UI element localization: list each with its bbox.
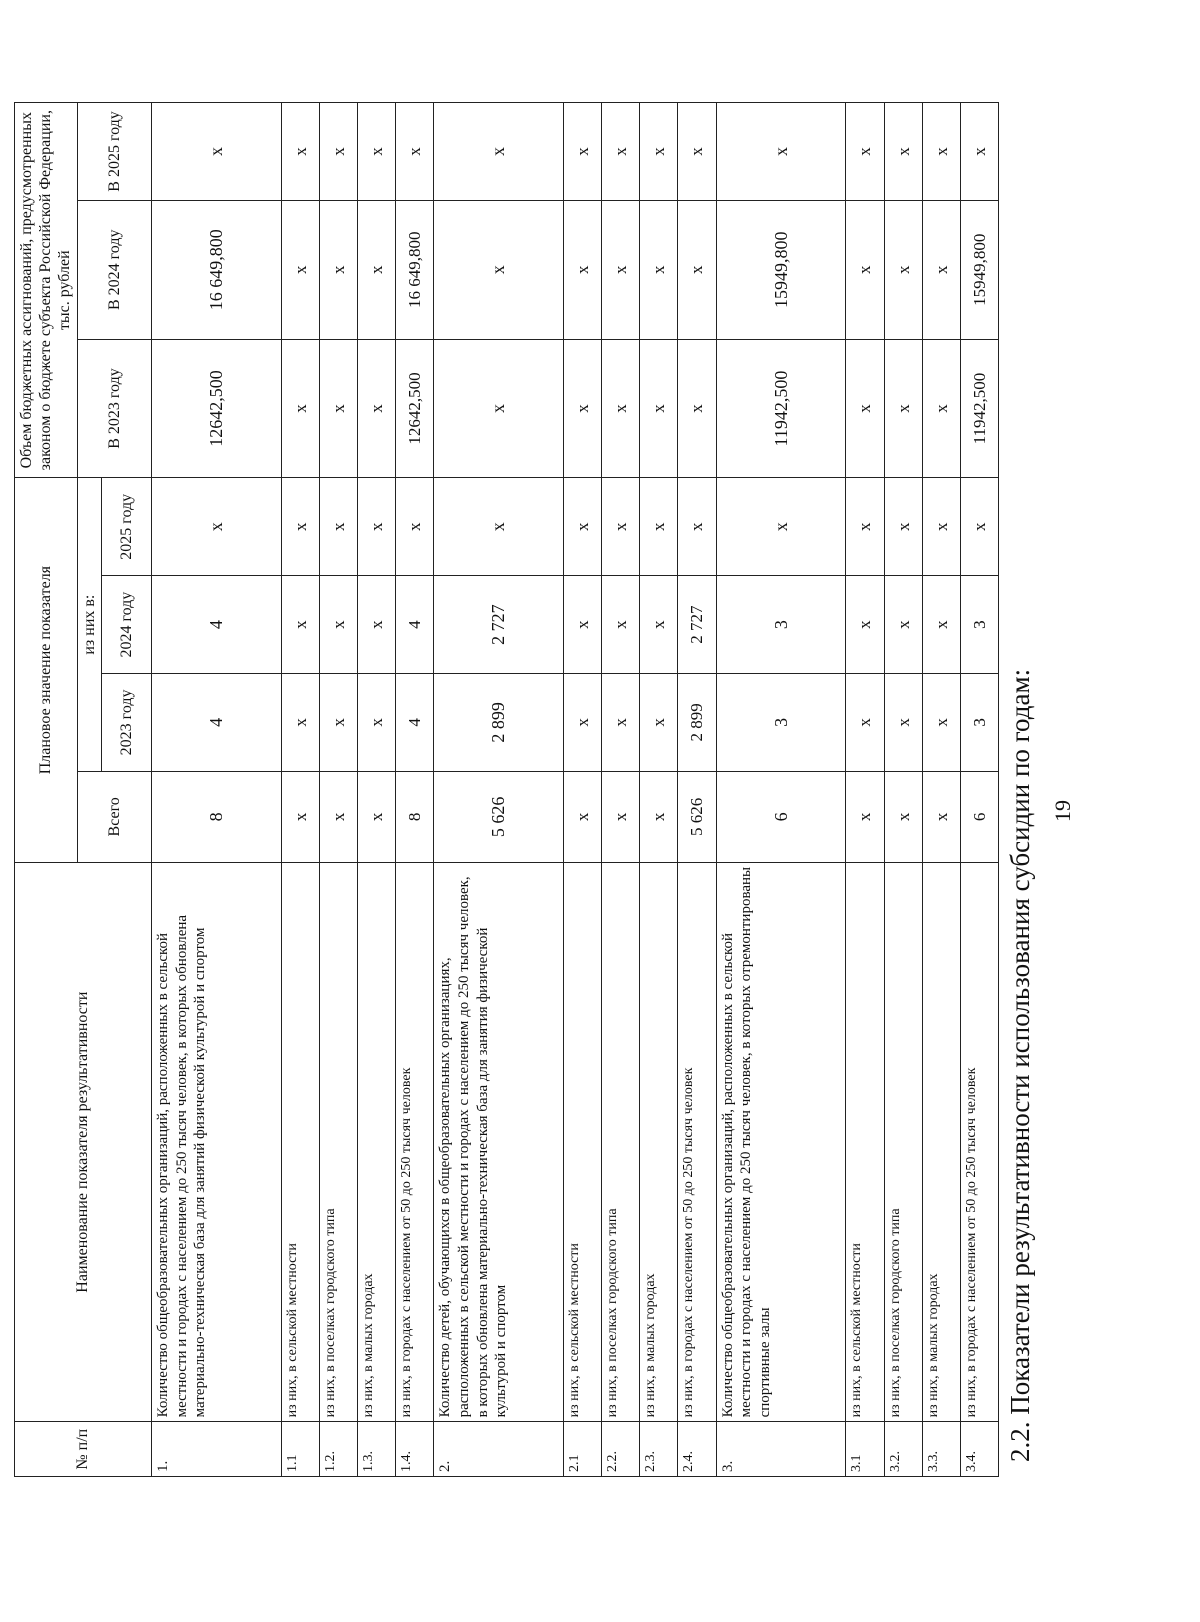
cell-name: из них, в малых городах xyxy=(357,862,395,1422)
cell-y2024: 3 xyxy=(716,576,846,674)
cell-no: 1.4. xyxy=(396,1422,434,1477)
table-row xyxy=(846,103,884,1477)
cell-name: из них, в поселках городского типа xyxy=(319,862,357,1422)
cell-y2024: x xyxy=(319,576,357,674)
cell-b2023: x xyxy=(846,339,884,478)
col-header-y2024: 2024 году xyxy=(101,576,151,674)
cell-y2023: 3 xyxy=(716,674,846,772)
col-header-of-which: из них в: xyxy=(77,478,101,771)
table-row xyxy=(960,103,998,1477)
cell-name: из них, в сельской местности xyxy=(846,862,884,1422)
col-header-y2025: 2025 году xyxy=(101,478,151,576)
cell-total: 8 xyxy=(151,771,281,862)
cell-b2025: x xyxy=(846,103,884,201)
table-row xyxy=(357,103,395,1477)
cell-y2025: x xyxy=(319,478,357,576)
cell-total: x xyxy=(319,771,357,862)
cell-y2025: x xyxy=(640,478,678,576)
cell-no: 1.2. xyxy=(319,1422,357,1477)
cell-b2025: x xyxy=(884,103,922,201)
cell-b2023: x xyxy=(357,339,395,478)
table-row xyxy=(716,103,846,1477)
cell-b2024: 15949,800 xyxy=(960,200,998,339)
cell-total: x xyxy=(602,771,640,862)
cell-b2023: x xyxy=(602,339,640,478)
cell-b2025: x xyxy=(640,103,678,201)
cell-y2023: x xyxy=(846,674,884,772)
cell-no: 1. xyxy=(151,1422,281,1477)
cell-y2025: x xyxy=(716,478,846,576)
cell-y2024: x xyxy=(357,576,395,674)
cell-no: 2.4. xyxy=(678,1422,716,1477)
cell-b2025: x xyxy=(151,103,281,201)
cell-total: 6 xyxy=(716,771,846,862)
cell-y2024: x xyxy=(564,576,602,674)
cell-y2024: x xyxy=(640,576,678,674)
cell-no: 3.2. xyxy=(884,1422,922,1477)
cell-no: 1.1 xyxy=(281,1422,319,1477)
cell-b2024: x xyxy=(846,200,884,339)
cell-total: x xyxy=(564,771,602,862)
col-header-b2025: В 2025 году xyxy=(77,103,151,201)
cell-y2025: x xyxy=(281,478,319,576)
cell-b2023: x xyxy=(640,339,678,478)
cell-y2025: x xyxy=(922,478,960,576)
cell-b2024: 15949,800 xyxy=(716,200,846,339)
cell-y2024: 2 727 xyxy=(678,576,716,674)
cell-y2023: 3 xyxy=(960,674,998,772)
cell-name: Количество общеобразовательных организаций, расположенных в сельской местности и городах с населением до 250 тысяч человек, в которых обновлена материально-техническая база для занятий физической культурой и спортом xyxy=(151,862,281,1422)
cell-b2025: x xyxy=(960,103,998,201)
cell-b2025: x xyxy=(281,103,319,201)
table-body xyxy=(151,103,998,1477)
cell-b2023: x xyxy=(884,339,922,478)
cell-total: x xyxy=(357,771,395,862)
cell-y2024: x xyxy=(602,576,640,674)
cell-total: 8 xyxy=(396,771,434,862)
cell-b2024: x xyxy=(564,200,602,339)
cell-y2025: x xyxy=(602,478,640,576)
col-header-b2023: В 2023 году xyxy=(77,339,151,478)
cell-no: 3.4. xyxy=(960,1422,998,1477)
cell-y2025: x xyxy=(151,478,281,576)
col-header-b2024: В 2024 году xyxy=(77,200,151,339)
cell-y2024: x xyxy=(884,576,922,674)
cell-b2024: x xyxy=(884,200,922,339)
cell-no: 3. xyxy=(716,1422,846,1477)
cell-total: x xyxy=(884,771,922,862)
cell-y2023: 4 xyxy=(151,674,281,772)
cell-b2023: x xyxy=(922,339,960,478)
col-header-no: № п/п xyxy=(15,1422,152,1477)
table-row xyxy=(922,103,960,1477)
cell-b2023: x xyxy=(434,339,564,478)
cell-b2023: 12642,500 xyxy=(396,339,434,478)
cell-b2024: x xyxy=(602,200,640,339)
table-row xyxy=(640,103,678,1477)
cell-b2024: x xyxy=(678,200,716,339)
cell-y2023: x xyxy=(281,674,319,772)
cell-b2024: x xyxy=(922,200,960,339)
cell-b2023: x xyxy=(319,339,357,478)
cell-b2025: x xyxy=(602,103,640,201)
cell-no: 2.2. xyxy=(602,1422,640,1477)
cell-y2024: 4 xyxy=(396,576,434,674)
cell-total: x xyxy=(846,771,884,862)
section-heading: 2.2. Показатели результативности использования субсидии по годам: xyxy=(1005,668,1035,1462)
col-header-budget: Объем бюджетных ассигнований, предусмотренных законом о бюджете субъекта Российской Федерации, тыс. рублей xyxy=(15,103,78,478)
cell-y2025: x xyxy=(884,478,922,576)
cell-b2025: x xyxy=(434,103,564,201)
table-row xyxy=(281,103,319,1477)
table-row xyxy=(434,103,564,1477)
cell-b2024: x xyxy=(434,200,564,339)
cell-name: из них, в сельской местности xyxy=(564,862,602,1422)
cell-b2024: x xyxy=(281,200,319,339)
cell-b2025: x xyxy=(922,103,960,201)
cell-total: x xyxy=(281,771,319,862)
cell-y2025: x xyxy=(357,478,395,576)
cell-total: 5 626 xyxy=(434,771,564,862)
cell-no: 3.1 xyxy=(846,1422,884,1477)
col-header-plan: Плановое значение показателя xyxy=(15,478,78,862)
cell-no: 1.3. xyxy=(357,1422,395,1477)
cell-b2025: x xyxy=(564,103,602,201)
cell-y2025: x xyxy=(434,478,564,576)
col-header-total: Всего xyxy=(77,771,151,862)
cell-b2024: x xyxy=(319,200,357,339)
cell-y2024: 4 xyxy=(151,576,281,674)
cell-y2023: 4 xyxy=(396,674,434,772)
cell-y2023: x xyxy=(602,674,640,772)
cell-b2025: x xyxy=(396,103,434,201)
cell-total: 5 626 xyxy=(678,771,716,862)
cell-b2023: 12642,500 xyxy=(151,339,281,478)
col-header-name: Наименование показателя результативности xyxy=(15,862,152,1422)
cell-y2025: x xyxy=(678,478,716,576)
cell-y2023: x xyxy=(922,674,960,772)
cell-total: x xyxy=(922,771,960,862)
cell-no: 3.3. xyxy=(922,1422,960,1477)
cell-name: из них, в поселках городского типа xyxy=(602,862,640,1422)
cell-y2025: x xyxy=(564,478,602,576)
table-row xyxy=(396,103,434,1477)
cell-y2023: x xyxy=(884,674,922,772)
cell-name: из них, в городах с населением от 50 до 250 тысяч человек xyxy=(678,862,716,1422)
cell-name: из них, в сельской местности xyxy=(281,862,319,1422)
cell-b2023: 11942,500 xyxy=(716,339,846,478)
cell-b2024: 16 649,800 xyxy=(396,200,434,339)
cell-b2023: x xyxy=(564,339,602,478)
cell-b2023: x xyxy=(678,339,716,478)
cell-name: Количество общеобразовательных организаций, расположенных в сельской местности и городах с населением до 250 тысяч человек, в которых отремонтированы спортивные залы xyxy=(716,862,846,1422)
cell-y2023: x xyxy=(640,674,678,772)
cell-b2025: x xyxy=(716,103,846,201)
cell-y2025: x xyxy=(396,478,434,576)
table-row xyxy=(884,103,922,1477)
cell-b2025: x xyxy=(357,103,395,201)
cell-name: из них, в городах с населением от 50 до 250 тысяч человек xyxy=(396,862,434,1422)
table-row xyxy=(602,103,640,1477)
cell-y2023: 2 899 xyxy=(434,674,564,772)
cell-y2023: x xyxy=(357,674,395,772)
cell-y2024: 2 727 xyxy=(434,576,564,674)
col-header-y2023: 2023 году xyxy=(101,674,151,772)
table-row xyxy=(564,103,602,1477)
cell-name: из них, в поселках городского типа xyxy=(884,862,922,1422)
cell-name: Количество детей, обучающихся в общеобразовательных организациях, расположенных в сельской местности и городах с населением до 250 тысяч человек, в которых обновлена материально-техническая база для занятия физической культурой и спортом xyxy=(434,862,564,1422)
cell-y2024: x xyxy=(922,576,960,674)
cell-b2023: x xyxy=(281,339,319,478)
cell-b2024: x xyxy=(357,200,395,339)
cell-no: 2.1 xyxy=(564,1422,602,1477)
cell-total: x xyxy=(640,771,678,862)
cell-b2025: x xyxy=(678,103,716,201)
cell-y2024: x xyxy=(281,576,319,674)
cell-y2025: x xyxy=(960,478,998,576)
page-number: 19 xyxy=(1050,800,1075,822)
table-row xyxy=(319,103,357,1477)
cell-name: из них, в малых городах xyxy=(922,862,960,1422)
cell-b2024: 16 649,800 xyxy=(151,200,281,339)
table-row xyxy=(678,103,716,1477)
cell-y2023: 2 899 xyxy=(678,674,716,772)
cell-y2023: x xyxy=(319,674,357,772)
cell-no: 2.3. xyxy=(640,1422,678,1477)
cell-y2023: x xyxy=(564,674,602,772)
table-row xyxy=(151,103,281,1477)
cell-b2023: 11942,500 xyxy=(960,339,998,478)
cell-b2025: x xyxy=(319,103,357,201)
indicators-table-wrapper xyxy=(14,102,999,1477)
cell-total: 6 xyxy=(960,771,998,862)
cell-y2024: 3 xyxy=(960,576,998,674)
cell-y2025: x xyxy=(846,478,884,576)
cell-y2024: x xyxy=(846,576,884,674)
cell-name: из них, в городах с населением от 50 до 250 тысяч человек xyxy=(960,862,998,1422)
cell-name: из них, в малых городах xyxy=(640,862,678,1422)
cell-b2024: x xyxy=(640,200,678,339)
indicators-table xyxy=(14,102,999,1477)
cell-no: 2. xyxy=(434,1422,564,1477)
